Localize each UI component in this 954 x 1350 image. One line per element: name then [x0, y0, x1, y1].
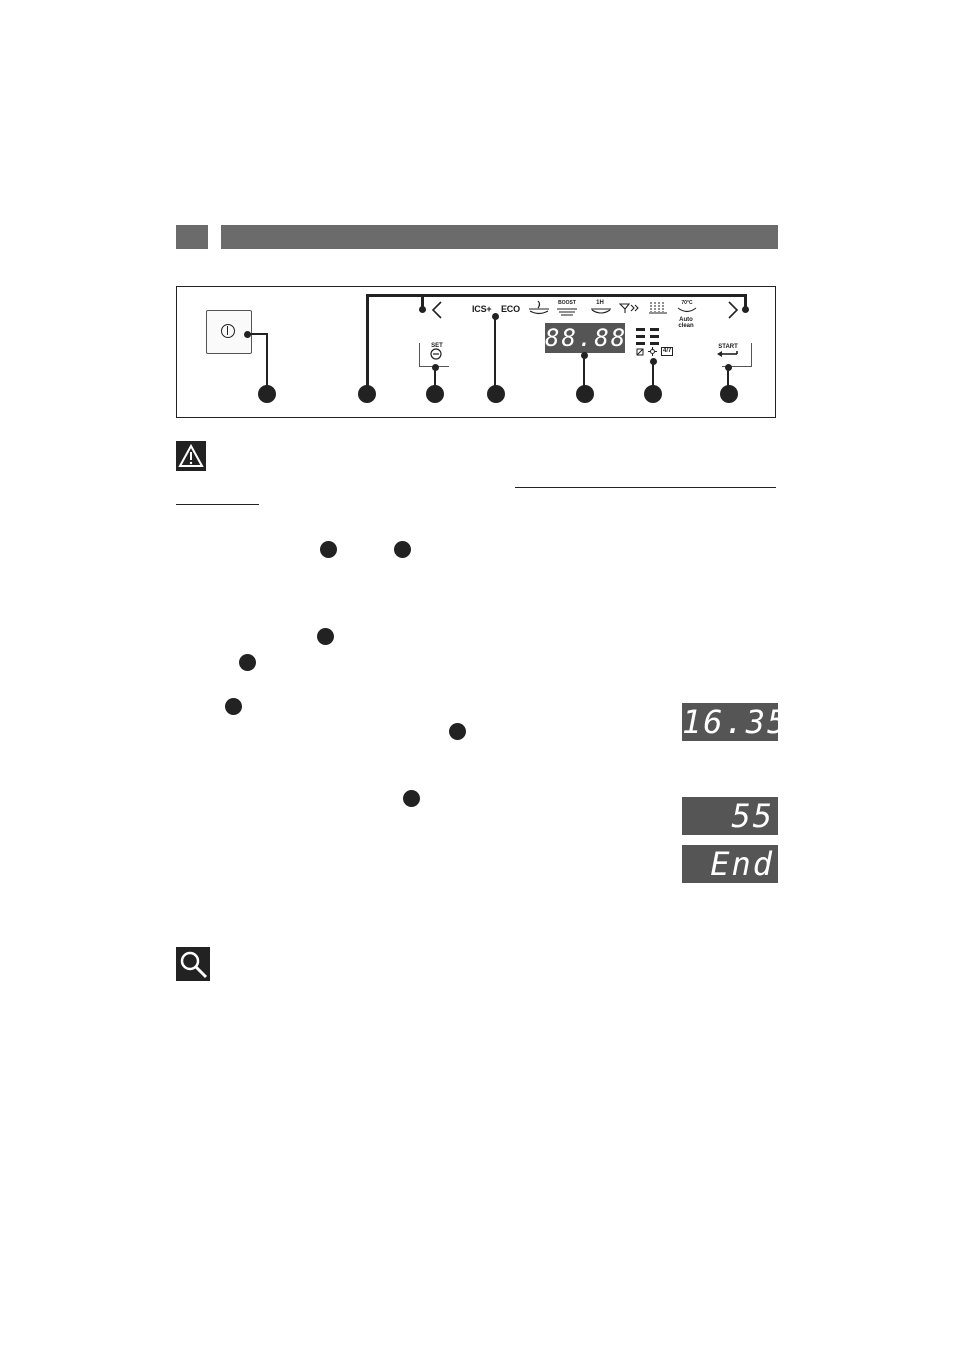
boost-label[interactable]: BOOST	[558, 300, 576, 306]
main-display-digits: 88.88	[545, 324, 628, 352]
remaining-display-text: 55	[731, 797, 774, 835]
warning-icon	[176, 441, 206, 471]
program-icon[interactable]	[528, 300, 550, 316]
underline	[515, 487, 776, 488]
eco-label[interactable]: ECO	[501, 304, 520, 314]
callout-dot	[419, 306, 426, 313]
set-label: SET	[431, 343, 443, 349]
connector-line	[583, 355, 585, 389]
indicator-bar	[650, 342, 659, 345]
temp-label[interactable]: 70°C	[681, 300, 693, 306]
header-bar	[221, 225, 778, 249]
boost-icon[interactable]	[556, 307, 578, 317]
power-icon	[221, 324, 235, 338]
chevron-right-icon[interactable]	[727, 300, 739, 320]
callout-marker	[720, 385, 738, 403]
auto-clean-icon[interactable]	[676, 305, 698, 315]
time-display-text: 16.35	[682, 703, 789, 741]
connector-line	[494, 316, 496, 389]
glass-icon[interactable]	[619, 302, 641, 314]
reference-marker	[449, 723, 466, 740]
reference-marker	[320, 541, 337, 558]
start-arrow-icon[interactable]	[717, 350, 739, 358]
callout-marker	[644, 385, 662, 403]
reference-marker	[403, 790, 420, 807]
header-tab	[176, 225, 208, 249]
magnifier-icon	[176, 947, 210, 981]
callout-marker	[426, 385, 444, 403]
connector-line	[366, 294, 369, 394]
ics-label[interactable]: ICS+	[472, 304, 492, 314]
reference-marker	[317, 628, 334, 645]
rinse-icon[interactable]	[648, 300, 668, 316]
underline	[176, 504, 259, 505]
chevron-left-icon[interactable]	[431, 300, 443, 320]
auto-label: Auto	[679, 317, 693, 323]
reference-marker	[394, 541, 411, 558]
one-hour-icon[interactable]	[590, 306, 612, 316]
indicator-bar	[636, 328, 645, 331]
indicator-bar	[650, 328, 659, 331]
one-hour-label[interactable]: 1H	[596, 300, 604, 306]
callout-marker	[487, 385, 505, 403]
callout-dot	[742, 306, 749, 313]
callout-marker	[258, 385, 276, 403]
callout-marker	[358, 385, 376, 403]
start-label[interactable]: START	[718, 344, 738, 350]
connector-line	[247, 333, 267, 335]
indicator-bar	[636, 335, 645, 338]
reference-marker	[239, 654, 256, 671]
clean-label: clean	[678, 323, 694, 329]
end-display-text: End	[710, 845, 774, 883]
indicator-bar	[650, 335, 659, 338]
badge-47: 4/7	[663, 348, 672, 354]
timer-icon[interactable]	[429, 348, 443, 360]
indicator-bar	[636, 342, 645, 345]
callout-marker	[576, 385, 594, 403]
salt-icon	[636, 348, 644, 356]
rinse-aid-icon	[648, 347, 657, 356]
reference-marker	[225, 698, 242, 715]
